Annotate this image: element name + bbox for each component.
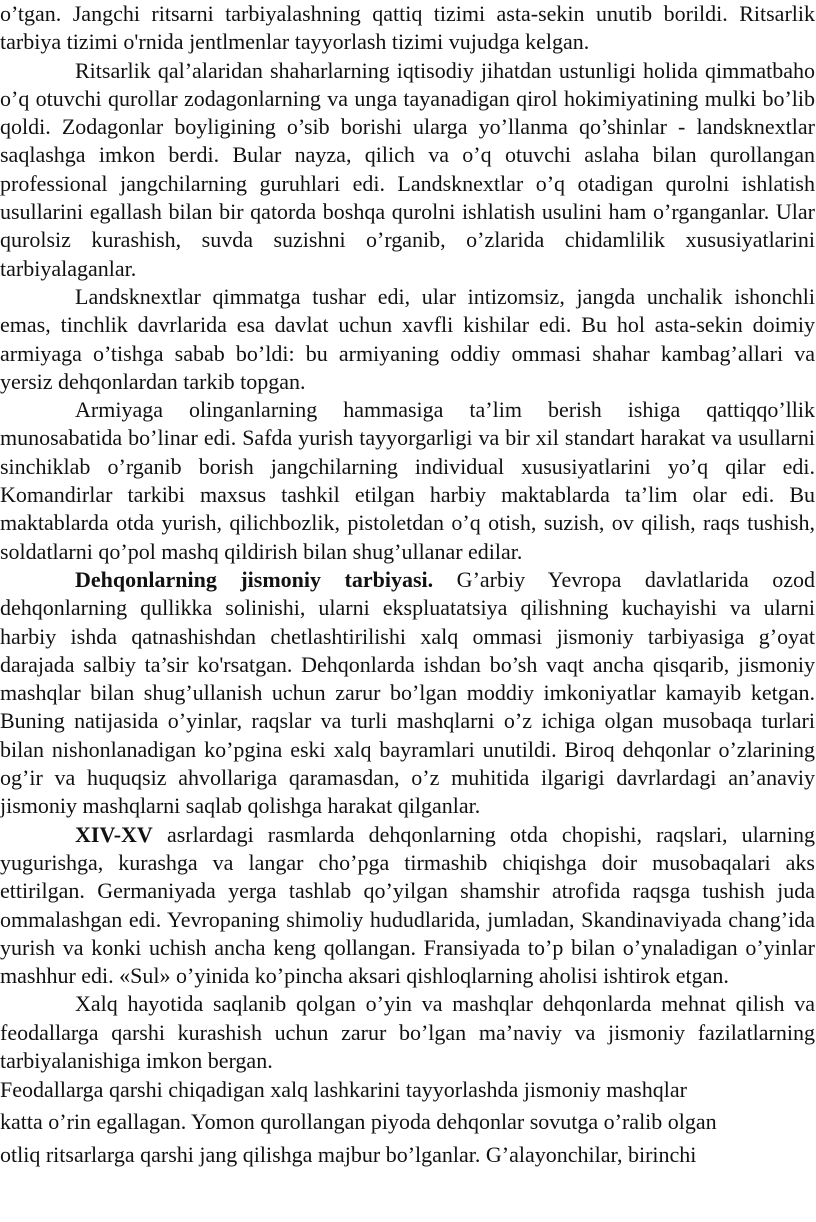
- tail-text: [0, 1075, 815, 1172]
- paragraph-folk-life: [0, 990, 815, 1075]
- paragraph-text: Ritsarlik qal’alaridan shaharlarning iqtisodiy jihatdan ustunligi holida qimmatbaho o’q otuvchi qurollar zodagonlarning va unga tayanadigan qirol hokimiyatining mulki bo’lib qoldi. Zodagonlar boyligining o’sib borishi ularga yo’llanma qo’shinlar - landsknextlar saqlashga imkon berdi. Bular nayza, qilich va o’q otuvchi aslaha bilan qurollangan professional jangchilarning guruhlari edi. Landsknextlar o’q otadigan qurolni ishlatish usullarini egallash bilan bir qatorda boshqa qurolni ishlatish usulini ham o’rganganlar. Ular qurolsiz kurashish, suvda suzishni o’rganib, o’zlarida chidamlilik xususiyatlarini tarbiyalaganlar.: [0, 57, 815, 281]
- paragraph-knight-castles: [0, 57, 815, 283]
- paragraph-text: o’tgan. Jangchi ritsarni tarbiyalashning qattiq tizimi asta-sekin unutib borildi. Ritsarlik tarbiya tizimi o'rnida jentlmenlar tayyorlash tizimi vujudga kelgan.: [0, 1, 815, 55]
- paragraph-army-training: [0, 396, 815, 566]
- paragraph-text: Landsknextlar qimmatga tushar edi, ular intizomsiz, jangda unchalik ishonchli emas, tinchlik davrlarida esa davlat uchun xavfli kishilar edi. Bu hol asta-sekin doimiy armiyaga o’tishga sabab bo’ldi: bu armiyaning oddiy ommasi shahar kambag’allari va yersiz dehqonlardan tarkib topgan.: [0, 283, 815, 394]
- paragraph-peasants-physical-education: [0, 566, 815, 821]
- centuries-label: XIV-XV: [75, 821, 153, 847]
- tail-line: Feodallarga qarshi chiqadigan xalq lashkarini tayyorlashda jismoniy mashqlar: [0, 1077, 687, 1103]
- paragraph-continuation: [0, 0, 815, 57]
- tail-line: katta o’rin egallagan. Yomon qurollangan piyoda dehqonlar sovutga o’ralib olgan: [0, 1108, 717, 1134]
- paragraph-centuries-paintings: [0, 821, 815, 991]
- paragraph-landsknechts: [0, 283, 815, 396]
- paragraph-text: Xalq hayotida saqlanib qolgan o’yin va mashqlar dehqonlarda mehnat qilish va feodallarga qarshi kurashish uchun zarur bo’lgan ma’naviy va jismoniy fazilatlarning tarbiyalanishiga imkon bergan.: [0, 991, 815, 1073]
- section-heading: Dehqonlarning jismoniy tarbiyasi.: [75, 566, 434, 592]
- tail-line: otliq ritsarlarga qarshi jang qilishga majbur bo’lganlar. G’alayonchilar, birinchi: [0, 1142, 697, 1168]
- paragraph-text: G’arbiy Yevropa davlatlarida ozod dehqonlarning qullikka solinishi, ularni ekspluatatsiya qilishning kuchayishi va ularni harbiy ishda qatnashishdan chetlashtirilishi xalq ommasi jismoniy tarbiyasiga g’oyat darajada salbiy ta’sir ko'rsatgan. Dehqonlarda ishdan bo’sh vaqt ancha qisqarib, jismoniy mashqlar bilan shug’ullanish uchun zarur bo’lgan moddiy imkoniyatlar kamayib ketgan. Buning natijasida o’yinlar, raqslar va turli mashqlarni o’z ichiga olgan musobaqa turlari bilan nishonlanadigan ko’pgina eski xalq bayramlari unutildi. Biroq dehqonlar o’zlarining og’ir va huquqsiz ahvollariga qaramasdan, o’z muhitida ilgarigi davrlardagi an’anaviy jismoniy mashqlarni saqlab qolishga harakat qilganlar.: [0, 566, 815, 819]
- paragraph-text: Armiyaga olinganlarning hammasiga ta’lim berish ishiga qattiqqo’llik munosabatida bo’linar edi. Safda yurish tayyorgarligi va bir xil standart harakat va usullarni sinchiklab o’rganib borish jangchilarning individual xususiyatlarini yo’q qilar edi. Komandirlar tarkibi maxsus tashkil etilgan harbiy maktablarda ta’lim olar edi. Bu maktablarda otda yurish, qilichbozlik, pistoletdan o’q otish, suzish, ov qilish, raqs tushish, soldatlarni qo’pol mashq qildirish bilan shug’ullanar edilar.: [0, 397, 815, 564]
- paragraph-text: asrlardagi rasmlarda dehqonlarning otda chopishi, raqslari, ularning yugurishga, kurashga va langar cho’pga tirmashib chiqishga doir musobaqalari aks ettirilgan. Germaniyada yerga tashlab qo’yilgan shamshir atrofida raqsga tushish juda ommalashgan edi. Yevropaning shimoliy hududlarida, jumladan, Skandinaviyada chang’ida yurish va konki uchish ancha keng qollangan. Fransiyada to’p bilan o’ynaladigan o’yinlar mashhur edi. «Sul» o’yinida ko’pincha aksari qishloqlarning aholisi ishtirok etgan.: [0, 821, 815, 989]
